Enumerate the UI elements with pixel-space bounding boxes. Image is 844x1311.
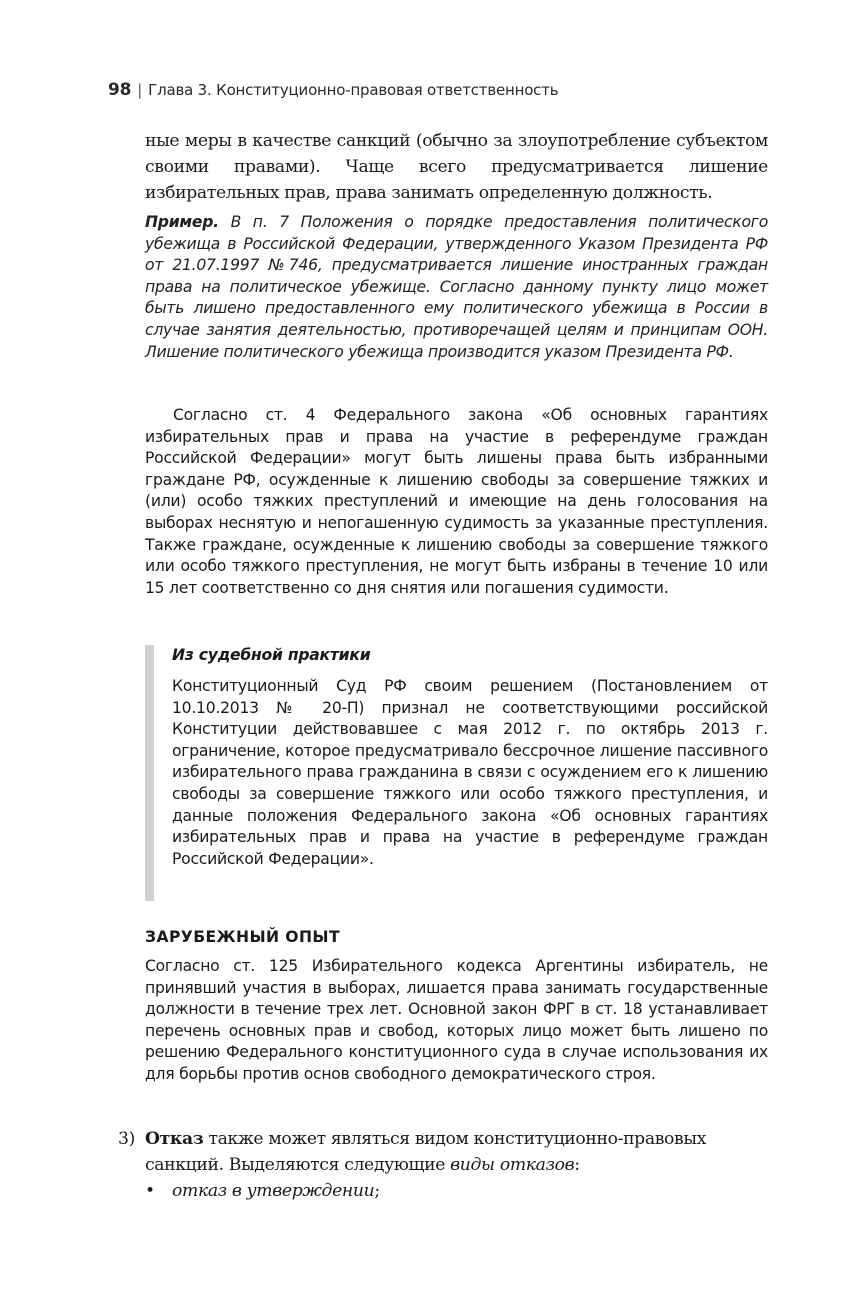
item-text-3: : <box>574 1155 580 1175</box>
example-text: В п. 7 Положения о порядке предоставления политического убежища в Российской Федерации, утвержденного Указом Президента РФ от 21.07.1997 №746, предусматривается лишение иностранных граждан права на политическое убежище. Согласно данному пункту лицо может быть лишено предоставленного ему политического убежища в России в случае занятия деятельностью, противоречащей целям и принципам ООН. Лишение политического убежища производится указом Президента РФ. <box>145 213 768 361</box>
running-header <box>108 80 558 100</box>
page-number: 98 <box>108 80 132 100</box>
foreign-experience-text: Согласно ст. 125 Избирательного кодекса Аргентины избиратель, не принявший участия в выборах, лишается права занимать государственные должности в течение трех лет. Основной закон ФРГ в ст. 18 устанавливает перечень основных прав и свобод, которых лицо может быть лишено по решению Федерального конституционного суда в случае использования их для борьбы против основ свободного демократического строя. <box>145 957 768 1083</box>
item-text-2: санкций. Выделяются следующие <box>145 1155 451 1175</box>
bullet-suffix: ; <box>374 1181 380 1201</box>
item-italic: виды отказов <box>450 1155 575 1175</box>
example-block <box>145 212 768 363</box>
bullet-marker: • <box>145 1181 155 1201</box>
item-bold-word: Отказ <box>145 1129 204 1149</box>
foreign-experience-heading: ЗАРУБЕЖНЫЙ ОПЫТ <box>145 928 341 946</box>
bullet-text: отказ в утверждении <box>172 1181 375 1201</box>
item-number: 3) <box>118 1129 135 1149</box>
example-lead: Пример. <box>145 213 219 231</box>
court-practice-title: Из судебной практики <box>172 646 371 664</box>
list-item-3 <box>118 1126 768 1178</box>
court-practice-sidebar-bar <box>145 645 154 901</box>
chapter-title: Глава 3. Конституционно-правовая ответственность <box>148 81 559 99</box>
court-practice-text: Конституционный Суд РФ своим решением (Постановлением от 10.10.2013 № 20-П) признал не соответствующими российской Конституции действовавшее с мая 2012 г. по октябрь 2013 г. ограничение, которое предусматривало бессрочное лишение пассивного избирательного права гражданина в связи с осуждением его к лишению свободы за совершение тяжкого или особо тяжкого преступления, и данные положения Федерального закона «Об основных гарантиях избирательных прав и права на участие в референдуме граждан Российской Федерации». <box>172 677 768 868</box>
intro-paragraph: ные меры в качестве санкций (обычно за злоупотребление субъектом своими правами). Чаще всего предусматривается лишение избирательных прав, права занимать определенную должность. <box>145 131 768 203</box>
item-text-1: также может являться видом конституционно-правовых <box>203 1129 707 1149</box>
bullet-item <box>145 1178 380 1204</box>
main-paragraph: Согласно ст. 4 Федерального закона «Об основных гарантиях избирательных прав и права на участие в референдуме граждан Российской Федерации» могут быть лишены права быть избранными граждане РФ, осужденные к лишению свободы за совершение тяжких и (или) особо тяжких преступлений и имеющие на день голосования на выборах неснятую и непогашенную судимость за указанные преступления. Также граждане, осужденные к лишению свободы за совершение тяжкого или особо тяжкого преступления, не могут быть избраны в течение 10 или 15 лет соответственно со дня снятия или погашения судимости. <box>145 406 768 597</box>
header-separator: | <box>137 81 143 99</box>
